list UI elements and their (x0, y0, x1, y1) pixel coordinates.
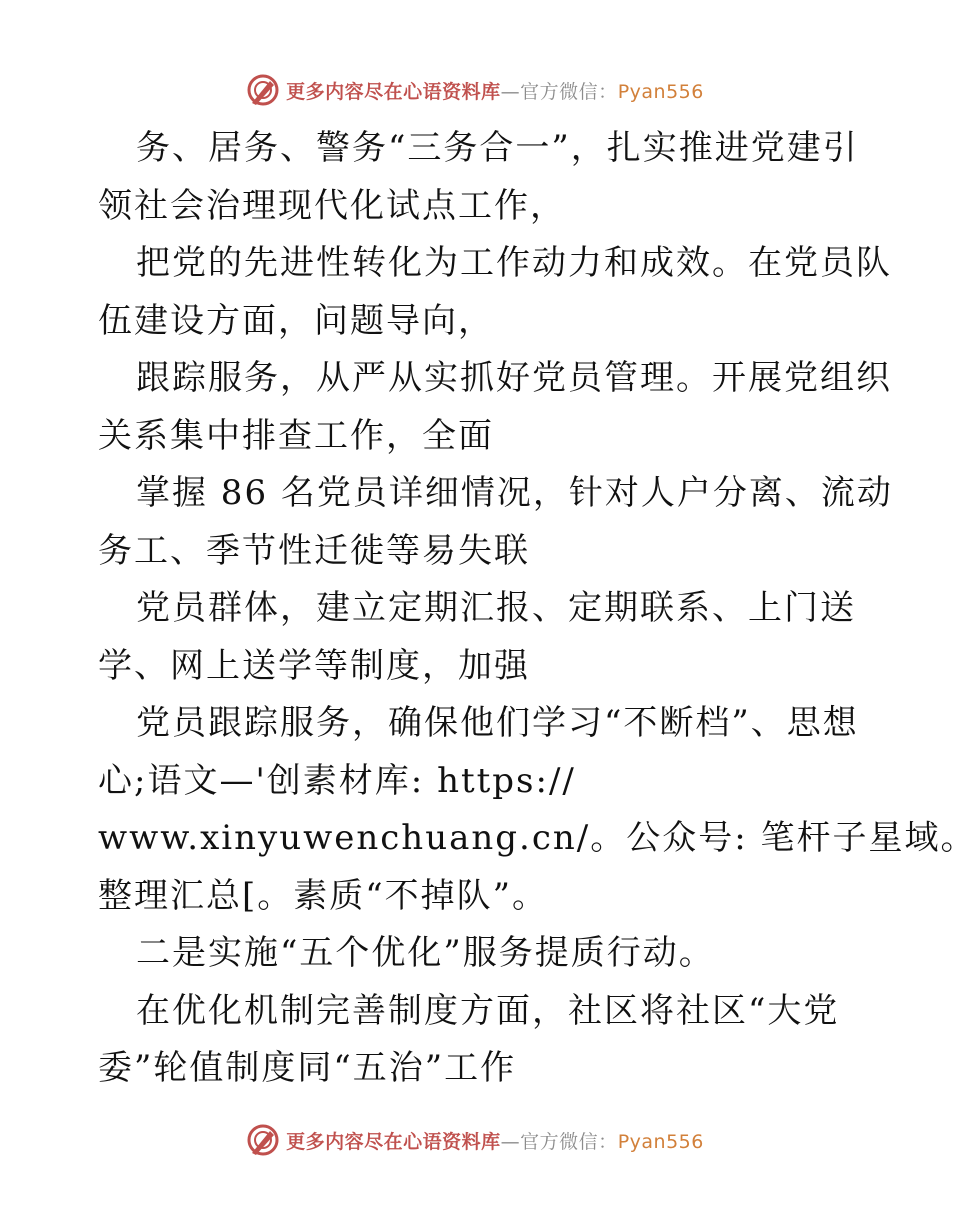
text-line: 关系集中排查工作，全面 (98, 415, 494, 456)
document-body (98, 120, 977, 1098)
banner-text (286, 77, 704, 104)
text-line: 党员群体，建立定期汇报、定期联系、上门送 (136, 588, 856, 628)
text-line: 二是实施“五个优化”服务提质行动。 (136, 933, 715, 973)
banner-wechat-label: —官方微信： (500, 1130, 618, 1153)
banner-wechat-label: —官方微信： (500, 80, 618, 103)
text-line: 领社会治理现代化试点工作， (98, 185, 566, 226)
pen-logo-icon (246, 1123, 280, 1157)
text-line: 掌握 86 名党员详细情况，针对人户分离、流动 (136, 473, 893, 513)
banner-site-name: 更多内容尽在心语资料库 (286, 1130, 501, 1153)
footer-banner (0, 1120, 950, 1160)
banner-wechat-id: Pyan556 (617, 80, 704, 103)
text-line: 务工、季节性迁徙等易失联 (98, 530, 530, 571)
text-line: 学、网上送学等制度，加强 (98, 645, 530, 686)
text-line: 跟踪服务，从严从实抓好党员管理。开展党组织 (136, 358, 892, 398)
banner-site-name: 更多内容尽在心语资料库 (286, 80, 501, 103)
text-line: 在优化机制完善制度方面，社区将社区“大党 (136, 990, 840, 1031)
header-banner (0, 70, 950, 110)
text-line: 整理汇总[。素质“不掉队”。 (98, 875, 549, 916)
text-line: 心;语文—'创素材库: https:// (98, 760, 576, 801)
banner-text (286, 1127, 704, 1154)
text-line: 委”轮值制度同“五治”工作 (98, 1048, 517, 1088)
pen-logo-icon (246, 73, 280, 107)
text-line: 把党的先进性转化为工作动力和成效。在党员队 (136, 243, 892, 283)
banner-wechat-id: Pyan556 (617, 1130, 704, 1153)
text-line: 伍建设方面，问题导向， (98, 300, 494, 341)
text-line: 务、居务、警务“三务合一”，扎实推进党建引 (136, 128, 859, 168)
text-line: 党员跟踪服务，确保他们学习“不断档”、思想 (136, 703, 859, 743)
text-line: www.xinyuwenchuang.cn/。公众号: 笔杆子星域。 (98, 818, 977, 858)
